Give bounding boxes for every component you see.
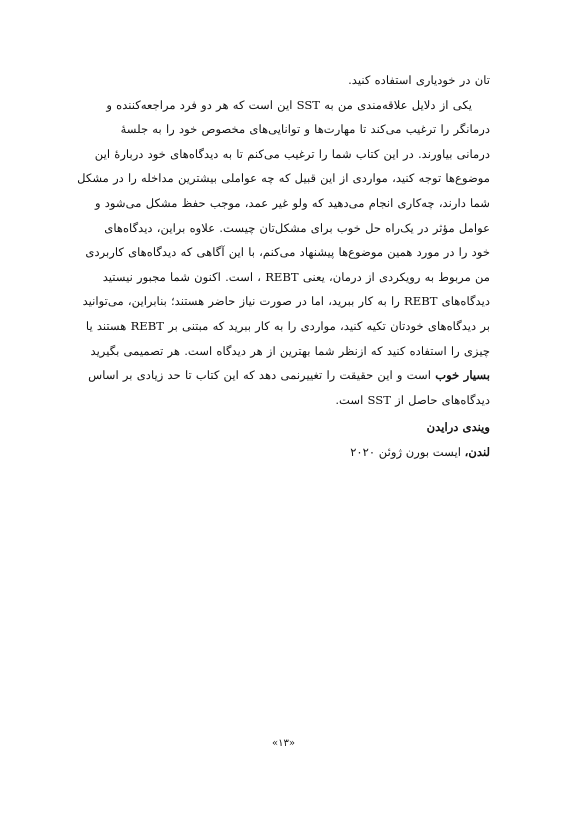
paragraph-line: موضوع‌ها توجه کنید، مواردی از این قبیل که چه عواملی بیشترین مداخله را در مشکل [77, 171, 490, 186]
paragraph-line: شما دارند، چه‌کاری انجام می‌دهید که ولو غیر عمد، موجب حفظ مشکل می‌شود و [94, 195, 490, 210]
body-text [76, 68, 490, 412]
paragraph-line: عوامل مؤثر در یک‌راه حل خوب برای مشکل‌تان چیست. علاوه براین، دیدگاه‌های [104, 220, 490, 235]
signature-city: لندن، [464, 444, 490, 459]
emphasis-text: بسیار خوب [435, 368, 490, 383]
paragraph-line: من مربوط به رویکردی از درمان، یعنی REBT ، است. اکنون شما مجبور نیستید [102, 269, 490, 284]
paragraph-line: خود را در مورد همین موضوع‌ها پیشنهاد می‌کنم، با این آگاهی که دیدگاه‌های کاربردی [85, 245, 490, 260]
paragraph-line-last: دیدگاه‌های حاصل از SST است. [335, 392, 490, 407]
paragraph-line: بر دیدگاه‌های خودتان تکیه کنید، مواردی را به کار ببرید که مبتنی بر REBT هستند یا [85, 318, 490, 333]
paragraph-line [76, 363, 490, 388]
paragraph-line: چیزی را استفاده کنید که ازنظر شما بهترین از هر دیدگاه است. هر تصمیمی بگیرید [90, 343, 490, 358]
author-signature [350, 415, 490, 464]
paragraph-line: درمانگر را ترغیب می‌کند تا مهارت‌ها و توانایی‌های مخصوص خود را به جلسهٔ [120, 122, 490, 137]
page-number: «۱۳» [272, 738, 295, 749]
signature-place-date [350, 440, 490, 465]
line-continuation: است و این حقیقت را تغییرنمی دهد که این کتاب تا حد زیادی بر اساس [88, 368, 436, 383]
author-name: ویندی درایدن [426, 420, 490, 434]
signature-date: ایست بورن ژوئن ۲۰۲۰ [350, 444, 465, 459]
paragraph-line: یکی از دلایل علاقه‌مندی من به SST این است که هر دو فرد مراجعه‌کننده و [106, 97, 472, 112]
paragraph-line: تان در خودیاری استفاده کنید. [348, 73, 490, 87]
paragraph-line: درمانی بیاورند. در این کتاب شما را ترغیب می‌کنم تا به دیدگاه‌های خود دربارهٔ این [94, 146, 490, 161]
paragraph-line: دیدگاه‌های REBT را به کار ببرید، اما در صورت نیاز حاضر هستند؛ بنابراین، می‌توانید [82, 294, 490, 309]
